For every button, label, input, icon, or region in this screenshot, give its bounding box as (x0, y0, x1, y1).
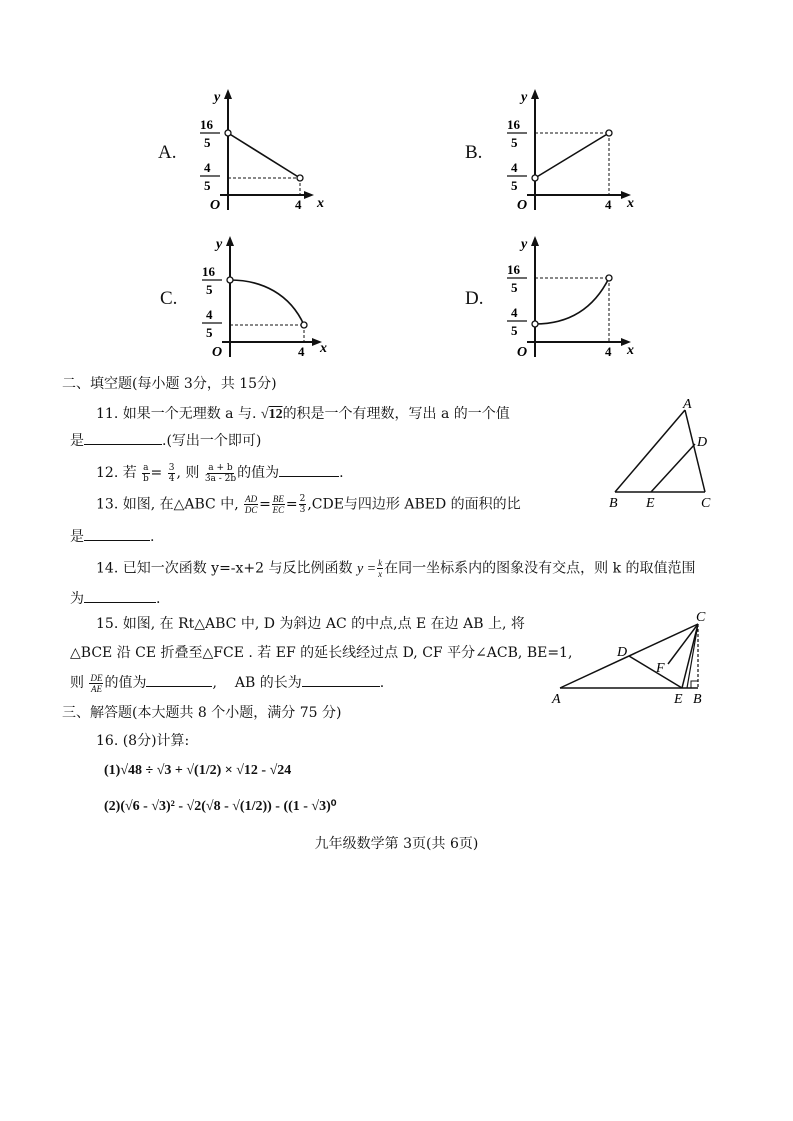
tick-4: 4 (206, 307, 213, 322)
right-angle-mark (691, 681, 698, 688)
question-13-line-1: 13. 如图, 在△ABC 中, $\frac{AD}{DC}$ = $\frac{BE}{EC}$ = $\frac{2}{3}$ ,CDE与四边形 ABED 的面积的比 (96, 494, 521, 515)
x-label: x (320, 341, 327, 356)
question-11-line-1: 11. 如果一个无理数 a 与. √12的积是一个有理数，写出 a 的一个值 (96, 406, 510, 422)
x-label: x (317, 196, 324, 211)
open-endpoint (297, 175, 303, 181)
y-axis-arrow (224, 89, 232, 99)
origin-label: O (212, 345, 223, 360)
question-14-line-1: 14. 已知一次函数 y=-x+2 与反比例函数 y = $\frac{k}{x}$ 在同一坐标系内的图象没有交点，则 k 的取值范围 (96, 558, 696, 579)
point-b-label: B (609, 496, 618, 511)
x-axis-arrow (304, 191, 314, 199)
page-footer: 九年级数学第 3页(共 6页) (314, 836, 479, 852)
origin-label: O (517, 198, 528, 213)
question-12: 12. 若 $\frac{a}{b}$ = $\frac{3}{4}$ , 则 $\frac{a + b}{3a - 2b}$ 的值为 . (96, 462, 344, 484)
tick-16: 16 (200, 117, 213, 132)
open-endpoint (532, 175, 538, 181)
x-label: x (627, 196, 634, 211)
tick-4-den: 5 (511, 323, 518, 338)
option-c-label: C. (160, 288, 178, 309)
function-curve (230, 280, 304, 325)
point-f-label: F (656, 661, 665, 676)
figure-right-triangle-abc (548, 606, 718, 706)
option-a-label: A. (158, 142, 177, 163)
answer-blank[interactable] (302, 672, 380, 687)
tick-4: 4 (204, 160, 211, 175)
y-axis-arrow (531, 89, 539, 99)
segment-de (651, 444, 695, 492)
segment-cb-fold (687, 624, 698, 688)
point-a-label: A (552, 692, 561, 706)
open-endpoint (532, 321, 538, 327)
tick-4: 4 (511, 305, 518, 320)
graph-option-a (190, 85, 340, 215)
y-axis-arrow (531, 236, 539, 246)
tick-16: 16 (507, 117, 520, 132)
point-a-label: A (683, 397, 692, 412)
y-label: y (521, 90, 528, 105)
point-b-label: B (693, 692, 702, 706)
point-c-label: C (701, 496, 711, 511)
graph-option-b (497, 85, 647, 215)
x-tick-4: 4 (605, 197, 612, 212)
tick-4-den: 5 (206, 325, 213, 340)
answer-blank[interactable] (146, 672, 212, 687)
open-endpoint (606, 130, 612, 136)
function-curve (535, 133, 609, 178)
function-curve (535, 278, 609, 324)
open-endpoint (225, 130, 231, 136)
tick-4: 4 (511, 160, 518, 175)
answer-blank[interactable] (84, 526, 150, 541)
answer-blank[interactable] (84, 588, 156, 603)
option-b-label: B. (465, 142, 483, 163)
question-14-line-2: 为 . (70, 588, 160, 609)
question-11-line-2: 是 .(写出一个即可) (70, 430, 261, 451)
answer-blank[interactable] (84, 430, 162, 445)
x-label: x (627, 343, 634, 358)
section-3-heading: 三、解答题(本大题共 8 个小题，满分 75 分) (62, 705, 342, 721)
section-2-heading: 二、填空题(每小题 3分，共 15分) (62, 376, 277, 392)
answer-blank[interactable] (279, 462, 339, 477)
origin-label: O (210, 198, 221, 213)
tick-16-den: 5 (206, 282, 213, 297)
x-tick-4: 4 (605, 344, 612, 359)
y-label: y (214, 90, 221, 105)
point-e-label: E (646, 496, 655, 511)
graph-option-d (497, 232, 647, 362)
point-c-label: C (696, 610, 706, 625)
option-d-label: D. (465, 288, 484, 309)
open-endpoint (301, 322, 307, 328)
x-tick-4: 4 (295, 197, 302, 212)
y-axis-arrow (226, 236, 234, 246)
x-tick-4: 4 (298, 344, 305, 359)
origin-label: O (517, 345, 528, 360)
tick-4-den: 5 (204, 178, 211, 193)
question-15-line-2: △BCE 沿 CE 折叠至△FCE . 若 EF 的延长线经过点 D, CF 平分∠ACB, BE=1, (70, 645, 573, 661)
tick-16-den: 5 (511, 280, 518, 295)
tick-16: 16 (202, 264, 215, 279)
expression-2: (2)(√6 - √3)² - √2(√8 - √(1/2)) - ((1 - √3)⁰ (104, 799, 337, 814)
expression-1: (1)√48 ÷ √3 + √(1/2) × √12 - √24 (104, 763, 292, 778)
question-13-line-2: 是 . (70, 526, 154, 547)
point-e-label: E (674, 692, 683, 706)
tick-16: 16 (507, 262, 520, 277)
y-label: y (216, 237, 223, 252)
tick-16-den: 5 (511, 135, 518, 150)
point-d-label: D (617, 645, 628, 660)
point-d-label: D (697, 435, 708, 450)
graph-option-c (192, 232, 342, 362)
segment-ab (615, 410, 685, 492)
open-endpoint (227, 277, 233, 283)
question-15-line-3: 则 $\frac{DE}{AE}$ 的值为 , AB 的长为 . (70, 672, 385, 694)
open-endpoint (606, 275, 612, 281)
function-curve (228, 133, 300, 178)
question-15-line-1: 15. 如图, 在 Rt△ABC 中, D 为斜边 AC 的中点,点 E 在边 AB 上, 将 (96, 616, 525, 632)
y-label: y (521, 237, 528, 252)
tick-4-den: 5 (511, 178, 518, 193)
figure-triangle-abc (605, 396, 725, 512)
question-16-title: 16. (8分)计算: (96, 733, 190, 749)
tick-16-den: 5 (204, 135, 211, 150)
